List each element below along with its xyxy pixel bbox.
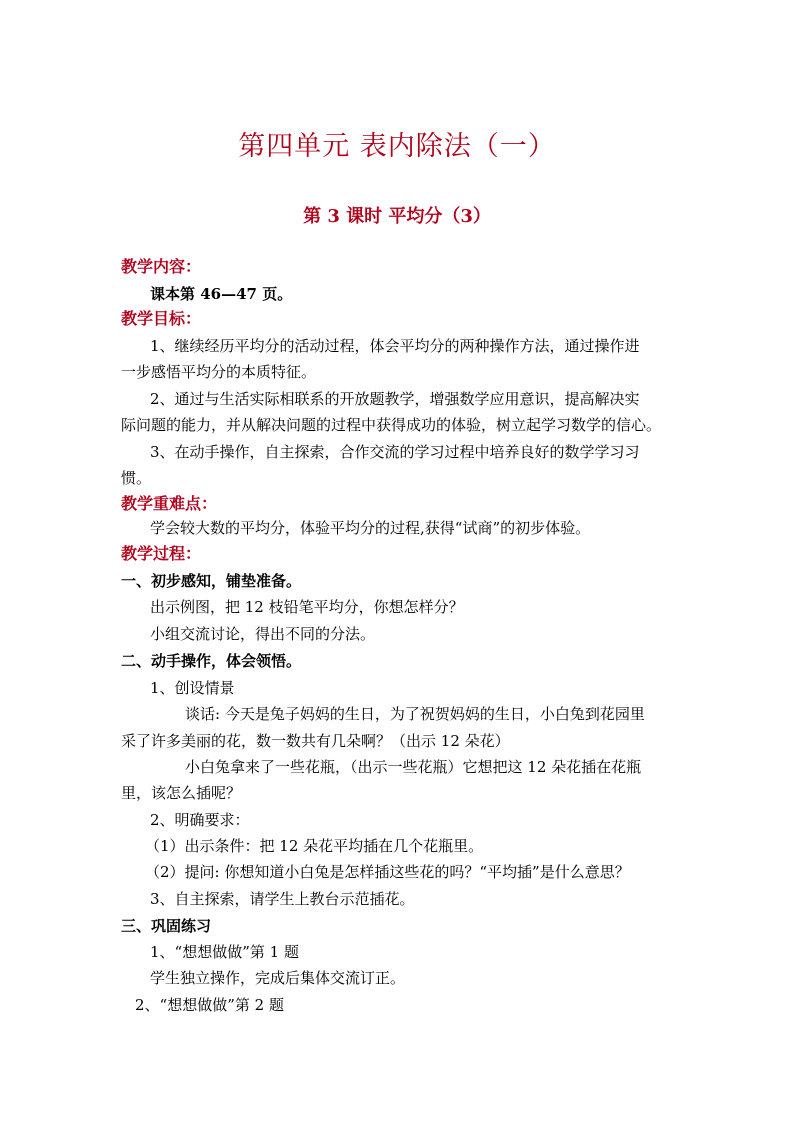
step-2-1-text-4: 里，该怎么插呢？ bbox=[121, 784, 242, 802]
content-heading: 教学内容： bbox=[121, 257, 202, 276]
goal-1-line-2: 一步感悟平均分的本质特征。 bbox=[121, 363, 317, 381]
goal-3-line-2: 惯。 bbox=[121, 469, 152, 487]
step-2-heading: 二、动手操作，体会领悟。 bbox=[121, 652, 302, 670]
step-3-1-label: 1、“想想做做”第 1 题 bbox=[150, 943, 299, 961]
key-points-text: 学会较大数的平均分，体验平均分的过程,获得“试商”的初步体验。 bbox=[150, 519, 591, 537]
goal-3-line-1: 3、在动手操作，自主探索，合作交流的学习过程中培养良好的数学学习习 bbox=[150, 443, 640, 461]
page-title: 第四单元 表内除法（一） bbox=[238, 131, 556, 162]
step-1-text-2: 小组交流讨论，得出不同的分法。 bbox=[150, 625, 376, 643]
step-2-2-text-2: （2）提问: 你想知道小白兔是怎样插这些花的吗？“平均插”是什么意思？ bbox=[145, 863, 630, 881]
goal-2-line-2: 际问题的能力，并从解决问题的过程中获得成功的体验，树立起学习数学的信心。 bbox=[121, 416, 662, 434]
step-2-1-text-3: 小白兔拿来了一些花瓶，（出示一些花瓶）它想把这 12 朵花插在花瓶 bbox=[185, 758, 642, 776]
goal-1-line-1: 1、继续经历平均分的活动过程，体会平均分的两种操作方法，通过操作进 bbox=[150, 337, 640, 355]
step-1-heading: 一、初步感知，铺垫准备。 bbox=[121, 572, 302, 590]
step-1-text-1: 出示例图，把 12 枝铅笔平均分，你想怎样分？ bbox=[150, 598, 464, 616]
content-text: 课本第 46—47 页。 bbox=[150, 285, 293, 303]
lesson-subtitle: 第 3 课时 平均分（3） bbox=[303, 206, 491, 227]
step-2-1-label: 1、创设情景 bbox=[150, 679, 235, 697]
step-3-2-label: 2、“想想做做”第 2 题 bbox=[135, 996, 284, 1014]
key-points-heading: 教学重难点： bbox=[121, 494, 218, 513]
step-2-3-text: 3、自主探索，请学生上教台示范插花。 bbox=[150, 890, 415, 908]
step-2-1-text-1: 谈话: 今天是兔子妈妈的生日，为了祝贺妈妈的生日，小白兔到花园里 bbox=[185, 705, 645, 723]
step-2-2-text-1: （1）出示条件：把 12 朵花平均插在几个花瓶里。 bbox=[145, 837, 484, 855]
goals-heading: 教学目标： bbox=[121, 309, 202, 328]
step-3-heading: 三、巩固练习 bbox=[121, 917, 212, 935]
goal-2-line-1: 2、通过与生活实际相联系的开放题教学，增强数学应用意识，提高解决实 bbox=[150, 390, 640, 408]
step-3-1-text: 学生独立操作，完成后集体交流订正。 bbox=[150, 969, 406, 987]
step-2-1-text-2: 采了许多美丽的花，数一数共有几朵啊？（出示 12 朵花） bbox=[121, 732, 510, 750]
process-heading: 教学过程： bbox=[121, 544, 202, 563]
step-2-2-label: 2、明确要求： bbox=[150, 811, 250, 829]
